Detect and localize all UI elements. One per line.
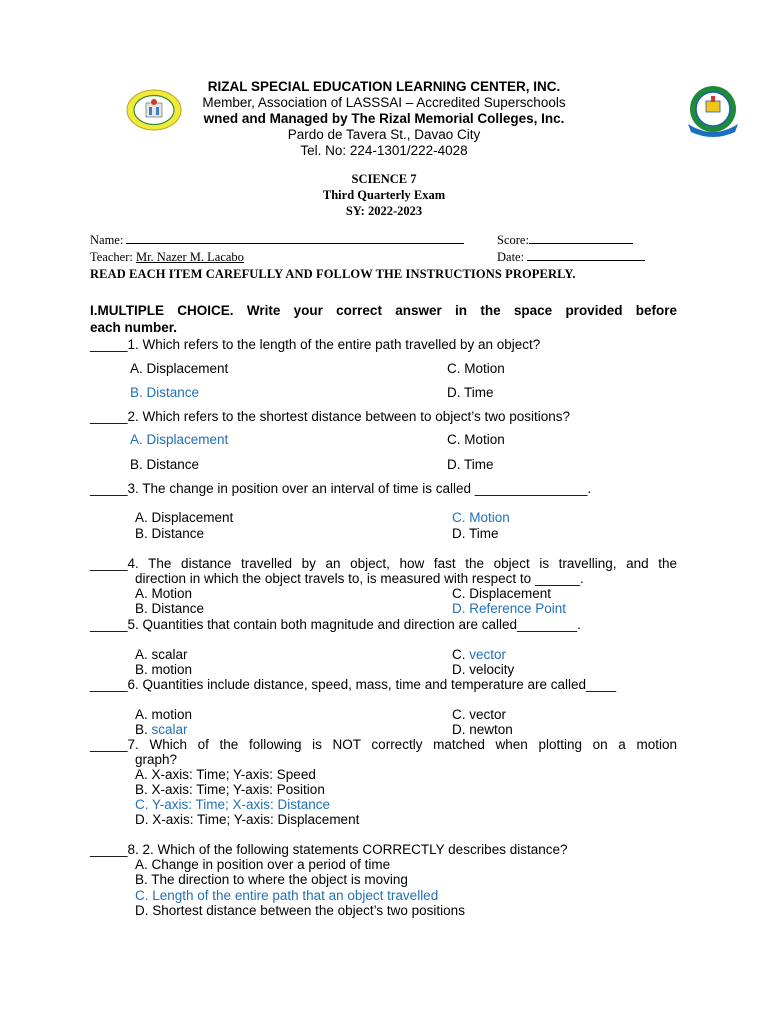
- q4-option-b[interactable]: B. Distance: [135, 601, 205, 616]
- q5-option-c-text: vector: [469, 647, 507, 662]
- q6-option-d[interactable]: D. newton: [452, 722, 513, 737]
- question-4-stem-line1: _____4. The distance travelled by an object, how fast the object is travelling, and the: [90, 556, 677, 571]
- question-4-stem-line2: direction in which the object travels to, is measured with respect to ______.: [135, 571, 584, 586]
- name-blank[interactable]: [126, 233, 464, 244]
- instructions: READ EACH ITEM CAREFULLY AND FOLLOW THE INSTRUCTIONS PROPERLY.: [90, 267, 576, 281]
- question-1-stem: _____1. Which refers to the length of the entire path travelled by an object?: [90, 337, 541, 352]
- q8-option-b[interactable]: B. The direction to where the object is moving: [135, 872, 408, 887]
- q2-option-b[interactable]: B. Distance: [130, 457, 200, 472]
- q8-option-a[interactable]: A. Change in position over a period of time: [135, 857, 391, 872]
- q1-option-d[interactable]: D. Time: [447, 385, 494, 400]
- q3-option-c[interactable]: C. Motion: [452, 510, 510, 525]
- membership-line: Member, Association of LASSSAI – Accredited Superschools: [202, 95, 566, 110]
- q2-option-c[interactable]: C. Motion: [447, 432, 505, 447]
- school-year: SY: 2022-2023: [345, 204, 423, 218]
- q5-option-d[interactable]: D. velocity: [452, 662, 515, 677]
- question-3-stem: _____3. The change in position over an interval of time is called _______________.: [90, 481, 592, 496]
- q7-option-a[interactable]: A. X-axis: Time; Y-axis: Speed: [135, 767, 316, 782]
- q4-option-a[interactable]: A. Motion: [135, 586, 193, 601]
- name-label: Name:: [90, 233, 124, 247]
- date-label: Date:: [497, 250, 525, 264]
- exam-title: Third Quarterly Exam: [322, 188, 446, 202]
- teacher-field: [90, 250, 244, 265]
- owner-line: wned and Managed by The Rizal Memorial Colleges, Inc.: [203, 111, 565, 126]
- q6-option-b-text: scalar: [151, 722, 188, 737]
- question-5-stem: _____5. Quantities that contain both magnitude and direction are called________.: [90, 617, 581, 632]
- q2-option-a[interactable]: A. Displacement: [130, 432, 229, 447]
- q6-option-a[interactable]: A. motion: [135, 707, 193, 722]
- q2-option-d[interactable]: D. Time: [447, 457, 494, 472]
- q5-option-b[interactable]: B. motion: [135, 662, 193, 677]
- q7-option-b[interactable]: B. X-axis: Time; Y-axis: Position: [135, 782, 325, 797]
- q6-option-b-letter: B.: [135, 722, 152, 737]
- q6-option-b[interactable]: [135, 722, 188, 737]
- question-7-stem-line1: _____7. Which of the following is NOT correctly matched when plotting on a motion: [90, 737, 677, 752]
- q7-option-d[interactable]: D. X-axis: Time; Y-axis: Displacement: [135, 812, 360, 827]
- school-name: RIZAL SPECIAL EDUCATION LEARNING CENTER, INC.: [207, 79, 561, 94]
- address-line: Pardo de Tavera St., Davao City: [287, 127, 481, 142]
- question-6-stem: _____6. Quantities include distance, speed, mass, time and temperature are called____: [90, 677, 617, 692]
- telephone-line: Tel. No: 224-1301/222-4028: [300, 143, 468, 158]
- teacher-name: Mr. Nazer M. Lacabo: [135, 250, 244, 264]
- q5-option-a[interactable]: A. scalar: [135, 647, 188, 662]
- section-heading-line2: each number.: [90, 320, 178, 335]
- q5-option-c-letter: C.: [452, 647, 470, 662]
- q6-option-c[interactable]: C. vector: [452, 707, 507, 722]
- name-field[interactable]: [90, 233, 464, 248]
- question-2-stem: _____2. Which refers to the shortest distance between to object’s two positions?: [90, 409, 571, 424]
- q3-option-a[interactable]: A. Displacement: [135, 510, 234, 525]
- q3-option-d[interactable]: D. Time: [452, 526, 499, 541]
- question-8-stem: _____8. 2. Which of the following statements CORRECTLY describes distance?: [90, 842, 568, 857]
- date-field[interactable]: [497, 250, 645, 265]
- q8-option-c[interactable]: C. Length of the entire path that an object travelled: [135, 888, 439, 903]
- score-label: Score:: [497, 233, 529, 247]
- q1-option-c[interactable]: C. Motion: [447, 361, 505, 376]
- q1-option-b[interactable]: B. Distance: [130, 385, 200, 400]
- score-field[interactable]: [497, 233, 633, 248]
- date-blank[interactable]: [527, 250, 645, 261]
- q5-option-c[interactable]: [452, 647, 506, 662]
- q4-option-c[interactable]: C. Displacement: [452, 586, 552, 601]
- subject-title: SCIENCE 7: [351, 172, 417, 186]
- q1-option-a[interactable]: A. Displacement: [130, 361, 229, 376]
- q8-option-d[interactable]: D. Shortest distance between the object’s two positions: [135, 903, 465, 918]
- question-7-stem-line2: graph?: [135, 752, 178, 767]
- q7-option-c[interactable]: C. Y-axis: Time; X-axis: Distance: [135, 797, 331, 812]
- section-heading-line1: I.MULTIPLE CHOICE. Write your correct answer in the space provided before: [90, 303, 677, 318]
- q3-option-b[interactable]: B. Distance: [135, 526, 205, 541]
- score-blank[interactable]: [529, 233, 633, 244]
- teacher-label: Teacher:: [90, 250, 133, 264]
- q4-option-d[interactable]: D. Reference Point: [452, 601, 567, 616]
